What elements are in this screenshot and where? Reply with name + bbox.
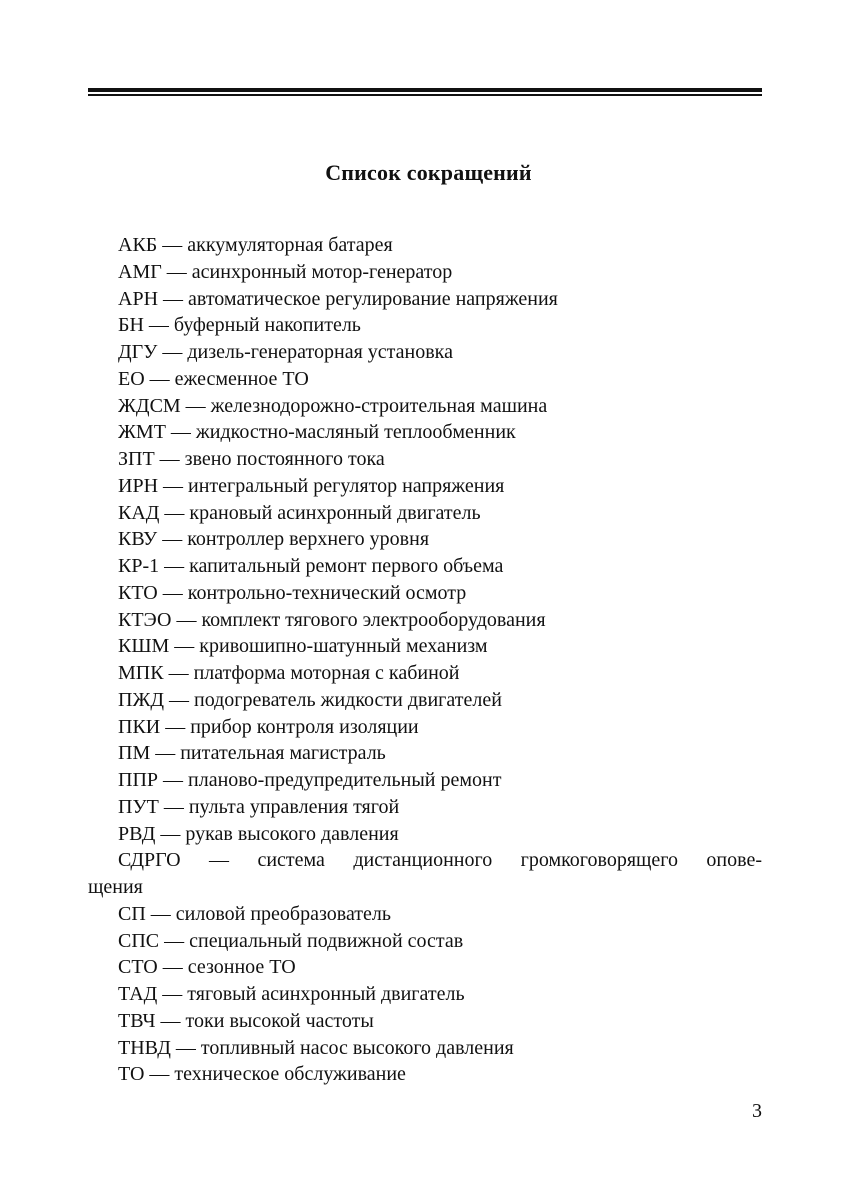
list-item: МПК — платформа моторная с кабиной [118, 662, 460, 684]
list-item: КТО — контрольно-технический осмотр [118, 581, 467, 604]
entries-group [88, 901, 762, 1088]
list-item: АРН — автоматическое регулирование напряжения [118, 287, 558, 310]
list-item: СДРГО — система дистанционного громкоговорящего опове- [118, 849, 762, 872]
list-item: КТЭО — комплект тягового электрооборудования [118, 608, 546, 631]
list-item: ЕО — ежесменное ТО [118, 367, 309, 390]
list-item: АКБ — аккумуляторная батарея [118, 234, 393, 256]
list-item: ТВЧ — токи высокой частоты [118, 1009, 374, 1032]
abbreviation-list [88, 232, 762, 1088]
list-item: СПС — специальный подвижной состав [118, 929, 464, 952]
list-item: КР-1 — капитальный ремонт первого объема [118, 555, 504, 577]
list-item: ПЖД — подогреватель жидкости двигателей [118, 688, 502, 711]
list-item: ПУТ — пульта управления тягой [118, 795, 400, 818]
header-rule-thick [88, 88, 762, 92]
list-item: СТО — сезонное ТО [118, 956, 296, 979]
list-item: ТНВД — топливный насос высокого давления [118, 1036, 514, 1059]
page-number: 3 [752, 1100, 762, 1122]
list-item: ЖДСМ — железнодорожно-строительная машина [118, 394, 548, 417]
list-item-continuation: щения [88, 876, 143, 898]
list-item: КАД — крановый асинхронный двигатель [118, 501, 481, 524]
list-item: ТАД — тяговый асинхронный двигатель [118, 983, 465, 1005]
list-item: КШМ — кривошипно-шатунный механизм [118, 635, 488, 658]
list-item: ПКИ — прибор контроля изоляции [118, 715, 419, 738]
list-item: ПМ — питательная магистраль [118, 742, 386, 765]
list-item: СП — силовой преобразователь [118, 902, 392, 925]
list-item: ППР — планово-предупредительный ремонт [118, 769, 502, 791]
list-item: АМГ — асинхронный мотор-генератор [118, 260, 453, 283]
list-item: РВД — рукав высокого давления [118, 822, 399, 845]
list-item: ЗПТ — звено постоянного тока [118, 448, 385, 470]
list-item: БН — буферный накопитель [118, 314, 361, 337]
header-rule-thin [88, 94, 762, 96]
page-title: Список сокращений [325, 160, 532, 185]
list-item: ИРН — интегральный регулятор напряжения [118, 474, 505, 497]
list-item: КВУ — контроллер верхнего уровня [118, 528, 430, 551]
list-item: ДГУ — дизель-генераторная установка [118, 341, 453, 363]
list-item: ЖМТ — жидкостно-масляный теплообменник [118, 421, 516, 444]
entries-group [88, 232, 762, 847]
list-item: ТО — техническое обслуживание [118, 1063, 406, 1086]
